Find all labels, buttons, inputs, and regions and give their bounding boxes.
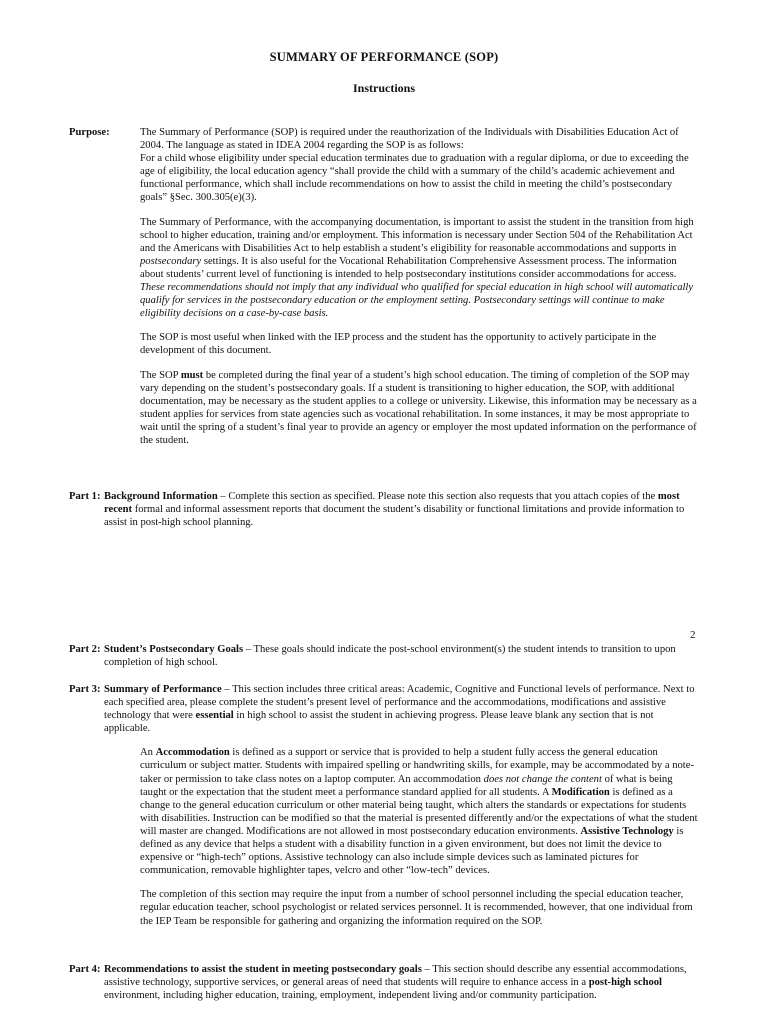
part2-section: Part 2: Student’s Postsecondary Goals – These goals should indicate the post-school environment(s) the student intends to transition to upon completion of high school.: [69, 644, 676, 669]
part4-heading: Recommendations to assist the student in meeting postsecondary goals: [104, 964, 422, 975]
part3-paragraph-1: Summary of Performance – This section includes three critical areas: Academic, Cognitive and Functional levels of performance. Next to each specified area, please complete the student’s present level of performance and the accommodations, modifications and assistive technology that were essential in high school to assist the student in achieving progress. Please leave blank any section that is not applicable.: [104, 684, 695, 735]
part3-heading: Summary of Performance: [104, 684, 222, 695]
part2-label: Part 2:: [69, 644, 101, 655]
part4-section: Part 4: Recommendations to assist the student in meeting postsecondary goals – This section should describe any essential accommodations, assistive technology, supportive services, or general areas of need that students will require to enhance access in a post-high school environment, including higher education, training, employment, independent living and/or community participation.: [69, 964, 687, 1002]
purpose-paragraph-3: The SOP is most useful when linked with the IEP process and the student has the opportunity to actively participate in the development of this document.: [140, 332, 657, 357]
part3-label: Part 3:: [69, 684, 101, 695]
purpose-paragraph-4: The SOP must be completed during the final year of a student’s high school education. The timing of completion of the SOP may vary depending on the student’s postsecondary goals. If a student is transitioning to higher education, the SOP, with additional documentation, may be necessary as the student applies to a college or university. Likewise, this information may be necessary as a student applies for services from state agencies such as vocational rehabilitation. In some instances, it may be most appropriate to wait until the spring of a student’s final year to provide an agency or employer the most updated information on the performance of the student.: [140, 369, 697, 446]
page-number: 2: [690, 629, 696, 641]
purpose-paragraph-2: The Summary of Performance, with the accompanying documentation, is important to assist the student in the transition from high school to higher education, training and/or employment. This information is necessary under Section 504 of the Rehabilitation Act and the Americans with Disabilities Act to help establish a student’s eligibility for reasonable accommodations and supports in postsecondary settings. It is also useful for the Vocational Rehabilitation Comprehensive Assessment process. The information about students’ current level of functioning is intended to help postsecondary institutions consider accommodations for access. These recommendations should not imply that any individual who qualified for special education in high school will automatically qualify for services in the postsecondary education or the employment setting. Postsecondary settings will continue to make eligibility decisions on a case-by-case basis.: [140, 216, 694, 320]
part3-paragraph-2: An Accommodation is defined as a support or service that is provided to help a student fully access the general education curriculum or subject matter. Students with impaired spelling or handwriting skills, for example, may be accommodated by a note-taker or permission to take class notes on a laptop computer. An accommodation does not change the content of what is being taught or the expectation that the student meet a performance standard applied for all students. A Modification is defined as a change to the general education curriculum or other material being taught, which alters the standards or expectations for students with disabilities. Instruction can be modified so that the material is presented differently and/or the expectations of what the student will master are changed. Modifications are not allowed in most postsecondary education environments. Assistive Technology is defined as any device that helps a student with a disability function in a given environment, but does not limit the device to expensive or “high-tech” options. Assistive technology can also include simple devices such as laminated pictures for communication, removable highlighter tapes, velcro and other “low-tech” devices.: [140, 747, 698, 877]
purpose-label: Purpose:: [69, 127, 110, 138]
document-subtitle: Instructions: [352, 81, 415, 95]
part2-heading: Student’s Postsecondary Goals: [104, 644, 244, 655]
part1-heading: Background Information: [104, 491, 218, 502]
document-title: SUMMARY OF PERFORMANCE (SOP): [269, 50, 499, 64]
purpose-section: [69, 126, 701, 458]
part1-label: Part 1:: [69, 491, 101, 502]
part3-paragraph-3: The completion of this section may require the input from a number of school personnel including the special education teacher, regular education teacher, school psychologist or related services personnel. It is recommended, however, that one individual from the IEP Team be responsible for gathering and organizing the information required on the SOP.: [140, 889, 693, 927]
part3-section: [69, 683, 701, 939]
part4-label: Part 4:: [69, 964, 101, 975]
purpose-paragraph-1: The Summary of Performance (SOP) is required under the reauthorization of the Individuals with Disabilities Education Act of 2004. The language as stated in IDEA 2004 regarding the SOP is as follows: For a child whose eligibility under special education terminates due to graduation with a regular diploma, or due to exceeding the age of eligibility, the local education agency “shall provide the child with a summary of the child’s academic achievement and functional performance, which shall include recommendations on how to assist the child in meeting the child’s postsecondary goals” §Sec. 300.305(e)(3).: [140, 127, 689, 204]
part1-section: Part 1: Background Information – Complete this section as specified. Please note this section also requests that you attach copies of the most recent formal and informal assessment reports that document the student’s disability or functional limitations and provide information to assist in post-high school planning.: [69, 491, 685, 529]
